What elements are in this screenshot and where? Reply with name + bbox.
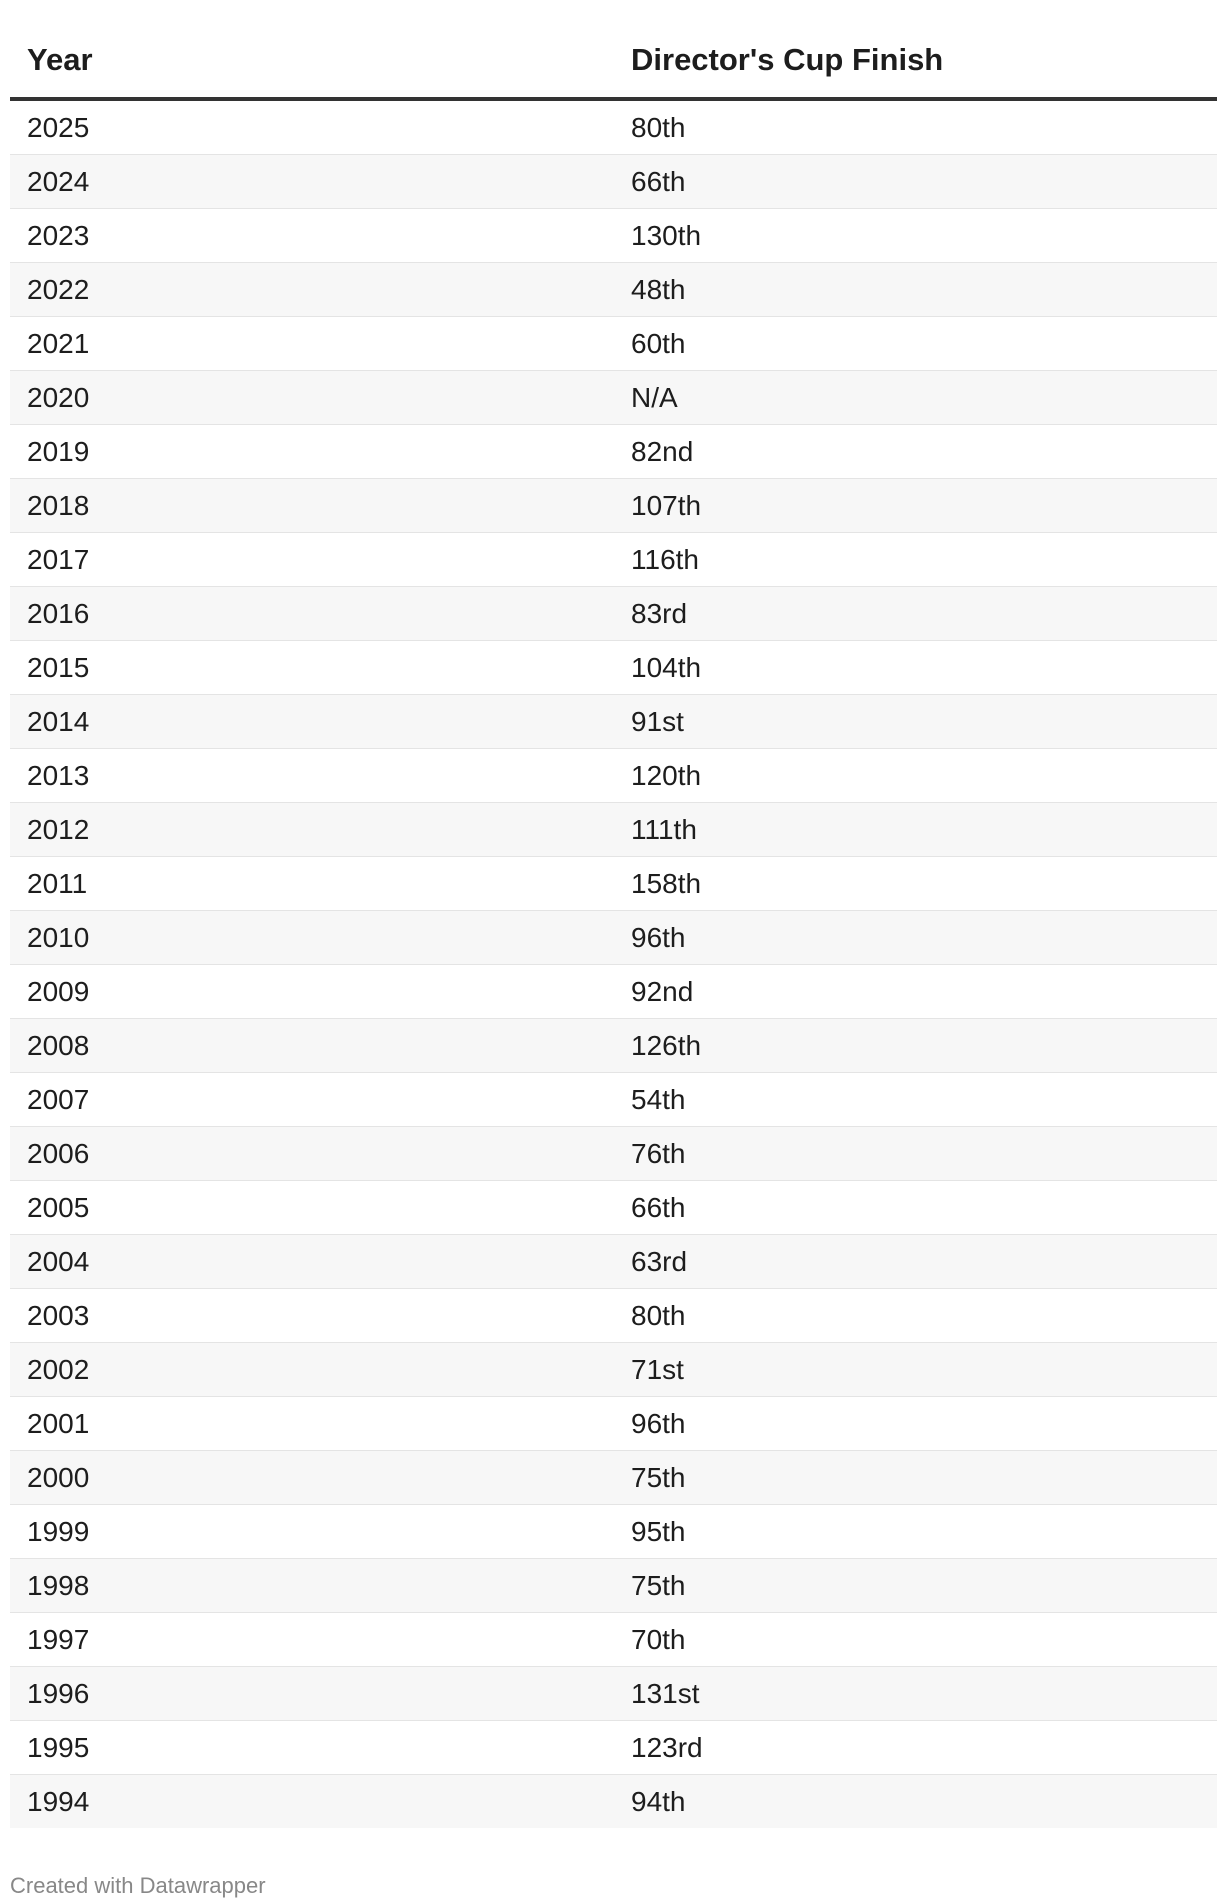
finish-cell: 75th <box>614 1451 1217 1505</box>
year-cell: 2005 <box>10 1181 614 1235</box>
table-row <box>10 1343 1217 1397</box>
year-cell: 1994 <box>10 1775 614 1829</box>
finish-cell: 130th <box>614 209 1217 263</box>
year-cell: 2025 <box>10 99 614 155</box>
finish-cell: 94th <box>614 1775 1217 1829</box>
table-row <box>10 263 1217 317</box>
table-row <box>10 587 1217 641</box>
finish-cell: 75th <box>614 1559 1217 1613</box>
finish-cell: 96th <box>614 1397 1217 1451</box>
table-row <box>10 1397 1217 1451</box>
column-header-year[interactable]: Year <box>10 22 614 99</box>
year-cell: 2004 <box>10 1235 614 1289</box>
finish-cell: 70th <box>614 1613 1217 1667</box>
finish-cell: 111th <box>614 803 1217 857</box>
table-row <box>10 965 1217 1019</box>
year-cell: 1996 <box>10 1667 614 1721</box>
finish-cell: 76th <box>614 1127 1217 1181</box>
finish-cell: 91st <box>614 695 1217 749</box>
year-cell: 2000 <box>10 1451 614 1505</box>
finish-cell: 71st <box>614 1343 1217 1397</box>
finish-cell: 123rd <box>614 1721 1217 1775</box>
table-row <box>10 749 1217 803</box>
finish-cell: 83rd <box>614 587 1217 641</box>
table-row <box>10 155 1217 209</box>
table-row <box>10 1559 1217 1613</box>
year-cell: 2013 <box>10 749 614 803</box>
table-row <box>10 533 1217 587</box>
year-cell: 2023 <box>10 209 614 263</box>
finish-cell: 66th <box>614 155 1217 209</box>
year-cell: 2003 <box>10 1289 614 1343</box>
table-row <box>10 1181 1217 1235</box>
table-row <box>10 1451 1217 1505</box>
table-row <box>10 1019 1217 1073</box>
finish-cell: 82nd <box>614 425 1217 479</box>
finish-cell: N/A <box>614 371 1217 425</box>
finish-cell: 92nd <box>614 965 1217 1019</box>
year-cell: 2015 <box>10 641 614 695</box>
table-header <box>10 22 1217 99</box>
datawrapper-credit: Created with Datawrapper <box>10 1873 266 1898</box>
table-row <box>10 695 1217 749</box>
table-row <box>10 803 1217 857</box>
table-row <box>10 1235 1217 1289</box>
finish-cell: 104th <box>614 641 1217 695</box>
table-row <box>10 1613 1217 1667</box>
year-cell: 2011 <box>10 857 614 911</box>
year-cell: 1999 <box>10 1505 614 1559</box>
finish-cell: 96th <box>614 911 1217 965</box>
table-row <box>10 1775 1217 1829</box>
table-row <box>10 425 1217 479</box>
table-row <box>10 1721 1217 1775</box>
finish-cell: 158th <box>614 857 1217 911</box>
year-cell: 2021 <box>10 317 614 371</box>
year-cell: 2020 <box>10 371 614 425</box>
table-row <box>10 1667 1217 1721</box>
table-body <box>10 99 1217 1828</box>
year-cell: 1998 <box>10 1559 614 1613</box>
header-row <box>10 22 1217 99</box>
table-row <box>10 911 1217 965</box>
finish-cell: 120th <box>614 749 1217 803</box>
table-row <box>10 209 1217 263</box>
finish-cell: 116th <box>614 533 1217 587</box>
year-cell: 2022 <box>10 263 614 317</box>
finish-cell: 80th <box>614 1289 1217 1343</box>
table-row <box>10 1505 1217 1559</box>
finish-cell: 63rd <box>614 1235 1217 1289</box>
year-cell: 1995 <box>10 1721 614 1775</box>
finish-cell: 126th <box>614 1019 1217 1073</box>
table-row <box>10 99 1217 155</box>
year-cell: 2018 <box>10 479 614 533</box>
year-cell: 1997 <box>10 1613 614 1667</box>
finish-cell: 80th <box>614 99 1217 155</box>
column-header-finish[interactable]: Director's Cup Finish <box>614 22 1217 99</box>
data-table <box>10 22 1217 1828</box>
table-row <box>10 1289 1217 1343</box>
year-cell: 2001 <box>10 1397 614 1451</box>
year-cell: 2017 <box>10 533 614 587</box>
finish-cell: 107th <box>614 479 1217 533</box>
table-row <box>10 371 1217 425</box>
table-row <box>10 1127 1217 1181</box>
finish-cell: 66th <box>614 1181 1217 1235</box>
year-cell: 2007 <box>10 1073 614 1127</box>
year-cell: 2009 <box>10 965 614 1019</box>
directors-cup-table <box>10 22 1217 1828</box>
table-row <box>10 317 1217 371</box>
year-cell: 2014 <box>10 695 614 749</box>
finish-cell: 60th <box>614 317 1217 371</box>
finish-cell: 131st <box>614 1667 1217 1721</box>
table-row <box>10 1073 1217 1127</box>
finish-cell: 95th <box>614 1505 1217 1559</box>
year-cell: 2016 <box>10 587 614 641</box>
table-row <box>10 641 1217 695</box>
year-cell: 2006 <box>10 1127 614 1181</box>
year-cell: 2010 <box>10 911 614 965</box>
table-row <box>10 857 1217 911</box>
year-cell: 2008 <box>10 1019 614 1073</box>
year-cell: 2002 <box>10 1343 614 1397</box>
year-cell: 2012 <box>10 803 614 857</box>
year-cell: 2019 <box>10 425 614 479</box>
finish-cell: 48th <box>614 263 1217 317</box>
table-row <box>10 479 1217 533</box>
finish-cell: 54th <box>614 1073 1217 1127</box>
year-cell: 2024 <box>10 155 614 209</box>
